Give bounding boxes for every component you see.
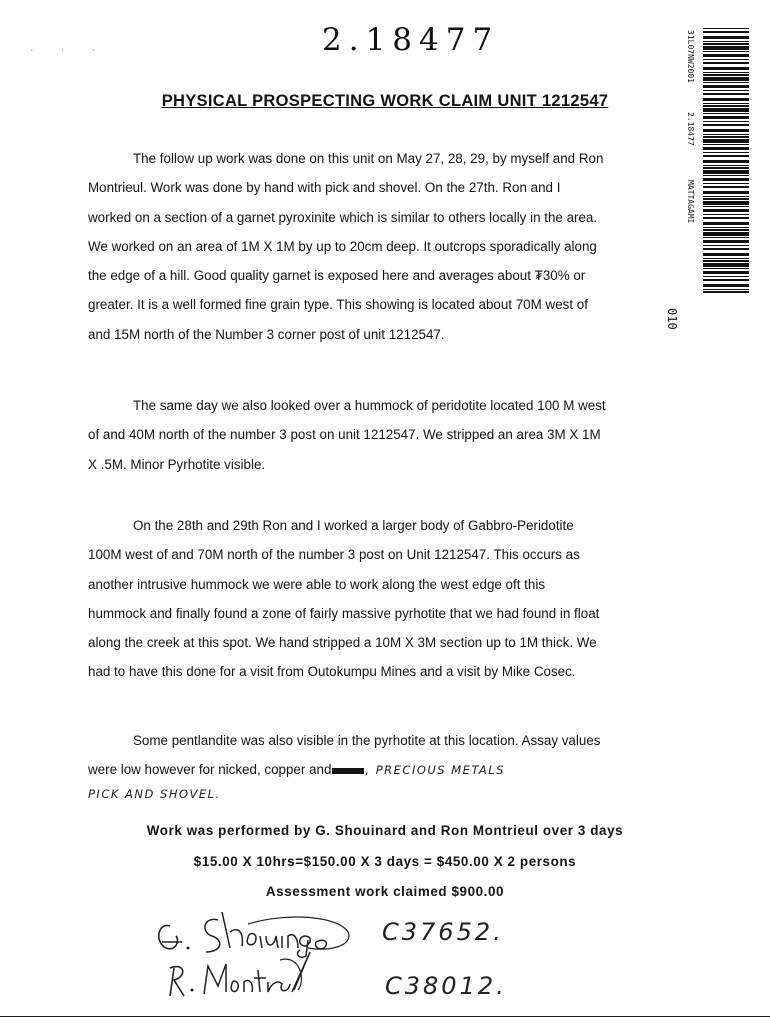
- paragraph-line: and 15M north of the Number 3 corner post of unit 1212547.: [88, 326, 445, 342]
- barcode-bar: [703, 90, 749, 91]
- paragraph-line: On the 28th and 29th Ron and I worked a larger body of Gabbro-Peridotite: [133, 518, 574, 533]
- handwritten-insert: , PRECIOUS METALS: [365, 763, 505, 778]
- barcode-bar: [703, 116, 749, 119]
- signature-r-montrieul: [160, 950, 320, 1000]
- barcode-bar: [703, 276, 749, 277]
- paragraph-2: [88, 391, 682, 479]
- barcode-bar: [703, 67, 749, 70]
- barcode-bar: [703, 147, 749, 150]
- paragraph-line: 100M west of and 70M north of the number 3 post on Unit 1212547. This occurs as: [88, 547, 580, 563]
- barcode-bar: [703, 284, 749, 287]
- barcode-bar: [703, 59, 749, 60]
- barcode-bar: [703, 72, 749, 73]
- paragraph-line-mixed: [88, 755, 682, 785]
- barcode-text-2: 2.18477: [686, 112, 695, 146]
- barcode-bar: [703, 144, 749, 145]
- barcode-bar: [703, 232, 749, 236]
- document-title: PHYSICAL PROSPECTING WORK CLAIM UNIT 1212547: [161, 92, 609, 110]
- handwritten-note: PICK AND SHOVEL.: [88, 787, 221, 801]
- barcode-bar: [703, 136, 749, 138]
- barcode-bar: [703, 129, 749, 132]
- barcode-bar: [703, 62, 749, 64]
- barcode-bar: [703, 214, 749, 215]
- barcode-bar: [703, 271, 749, 274]
- paragraph-3: [88, 511, 682, 687]
- barcode-bar: [703, 167, 749, 169]
- barcode-bar: [703, 191, 749, 194]
- barcode-bar: [703, 36, 749, 39]
- barcode-bar: [703, 248, 749, 250]
- barcode-bar: [703, 258, 749, 259]
- barcode-bar: [703, 240, 749, 243]
- barcode-bar: [703, 183, 749, 184]
- barcode-bar: [703, 260, 749, 262]
- paragraph-line: greater. It is a well formed fine grain type. This showing is located about 70M west of: [88, 297, 588, 313]
- claim-number-2: C38012.: [385, 972, 507, 1000]
- barcode-bar: [703, 134, 749, 135]
- work-summary-line: Work was performed by G. Shouinard and Ron Montrieul over 3 days: [146, 823, 624, 838]
- barcode-bar: [703, 196, 749, 197]
- paragraph-line: had to have this done for a visit from Outokumpu Mines and a visit by Mike Cosec.: [88, 664, 576, 680]
- barcode-bar: [703, 113, 749, 114]
- barcode-bar: [703, 178, 749, 181]
- document-number: 2.18477: [322, 22, 500, 58]
- barcode-bar: [703, 155, 749, 157]
- barcode-bar: [703, 206, 749, 207]
- paragraph-line: along the creek at this spot. We hand stripped a 10M X 3M section up to 1M thick. We: [88, 635, 597, 651]
- barcode-bar: [703, 263, 749, 267]
- typed-text: were low however for nicked, copper and: [88, 762, 332, 778]
- barcode-bar: [703, 54, 749, 57]
- barcode-text-1: 31L07NW2001: [686, 30, 695, 83]
- barcode-bar: [703, 209, 749, 212]
- barcode-bar: [703, 77, 749, 81]
- barcode-bar: [703, 170, 749, 174]
- barcode-bar: [703, 46, 749, 50]
- paragraph-line: another intrusive hummock we were able to work along the west edge oft this: [88, 576, 546, 592]
- barcode-bar: [703, 31, 749, 33]
- paragraph-4: [88, 726, 682, 786]
- scan-specks: · · ·: [30, 44, 108, 56]
- barcode-bar: [703, 227, 749, 228]
- barcode-bar: [703, 253, 749, 256]
- barcode-bar: [703, 222, 749, 225]
- paragraph-line: X .5M. Minor Pyrhotite visible.: [88, 456, 266, 472]
- barcode-bar: [703, 268, 749, 269]
- barcode-bar: [703, 85, 749, 88]
- paragraph-line: We worked on an area of 1M X 1M by up to 20cm deep. It outcrops sporadically along: [88, 238, 597, 254]
- barcode-bar: [703, 217, 749, 219]
- side-code: 010: [665, 308, 679, 330]
- barcode-bar: [703, 43, 749, 45]
- barcode-bar: [703, 245, 749, 246]
- barcode-bar: [703, 82, 749, 83]
- paragraph-line: of and 40M north of the number 3 post on unit 1212547. We stripped an area 3M X 1M: [88, 427, 601, 443]
- barcode-bar: [703, 51, 749, 52]
- barcode-image: [703, 26, 753, 296]
- paragraph-line: hummock and finally found a zone of fairly massive pyrhotite that we had found in float: [88, 605, 600, 621]
- barcode-bar: [703, 41, 749, 42]
- paragraph-line: the edge of a hill. Good quality garnet is exposed here and averages about ₮30% or: [88, 268, 586, 284]
- paragraph-line: The same day we also looked over a hummock of peridotite located 100 M west: [133, 398, 606, 413]
- barcode-bar: [703, 186, 749, 188]
- redaction-mark: [332, 768, 364, 774]
- barcode-bar: [703, 229, 749, 231]
- paragraph-line: Some pentlandite was also visible in the pyrhotite at this location. Assay values: [133, 733, 601, 748]
- barcode-bar: [703, 121, 749, 122]
- bottom-rule: [0, 1016, 770, 1017]
- barcode-bar: [703, 289, 749, 290]
- barcode-bar: [703, 139, 749, 143]
- barcode-bar: [703, 165, 749, 166]
- barcode-bar: [703, 28, 749, 29]
- barcode-bar: [703, 160, 749, 163]
- paragraph-line: Montrieul. Work was done by hand with pick and shovel. On the 27th. Ron and I: [88, 180, 561, 196]
- barcode-bar: [703, 198, 749, 200]
- claim-number-1: C37652.: [382, 918, 504, 946]
- cost-calculation-line: $15.00 X 10hrs=$150.00 X 3 days = $450.00 X 2 persons: [193, 854, 577, 869]
- barcode-bar: [703, 291, 749, 293]
- barcode-bar: [703, 152, 749, 153]
- paragraph-1: [88, 144, 682, 349]
- claimed-amount-line: Assessment work claimed $900.00: [265, 884, 505, 899]
- barcode-bar: [703, 201, 749, 205]
- barcode-text-3: MATTAGAMI: [686, 180, 695, 224]
- barcode-bar: [703, 124, 749, 126]
- barcode-bar: [703, 74, 749, 76]
- paragraph-line: worked on a section of a garnet pyroxinite which is similar to others locally in the area.: [88, 209, 598, 225]
- barcode-bar: [703, 237, 749, 238]
- barcode-bar: [703, 175, 749, 176]
- paragraph-line: The follow up work was done on this unit on May 27, 28, 29, by myself and Ron: [133, 151, 604, 166]
- barcode-bar: [703, 279, 749, 281]
